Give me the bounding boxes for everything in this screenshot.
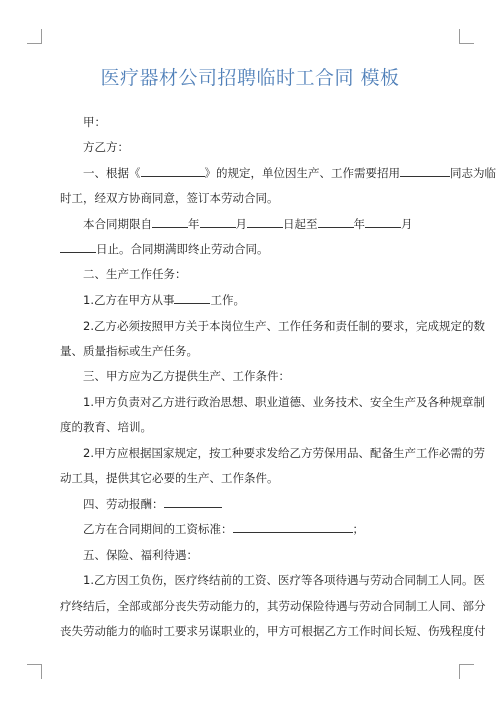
section-4-item-1: 乙方在合同期间的工资标准： ；: [83, 522, 364, 536]
term-line-2: 日止。合同期满即终止劳动合同。: [60, 237, 440, 261]
section-3-item-1-line-2: 度的教育、培训。: [60, 420, 152, 434]
section-2-title: 二、生产工作任务：: [83, 267, 187, 281]
section-5-title: 五、保险、福利待遇：: [83, 548, 198, 562]
blank-wage-standard: [233, 520, 353, 533]
document-body: [60, 0, 496, 707]
blank-regulation-name: [141, 164, 205, 177]
term-line-1: 本合同期限自 年 月 日起至 年 月: [83, 217, 413, 231]
section-2-item-2-line-2: 量、质量指标或生产任务。: [60, 344, 198, 358]
section-5-item-1-line-2: 疗终结后，全部或部分丧失劳动能力的，其劳动保险待遇与劳动合同制工人同、部分: [60, 599, 486, 613]
section-3-item-1-line-1: 1.甲方负责对乙方进行政治思想、职业道德、业务技术、安全生产及各种规章制: [83, 395, 485, 409]
crop-mark-bottom-left: [27, 664, 42, 679]
section-3-item-2-line-2: 动工具，提供其它必要的生产、工作条件。: [60, 471, 279, 485]
clause-1-line-2: 时工，经双方协商同意，签订本劳动合同。: [60, 191, 279, 205]
blank-start-day: [247, 215, 283, 228]
blank-job-title: [174, 291, 210, 304]
section-5-item-1-line-1: 1.乙方因工负伤，医疗终结前的工资、医疗等各项待遇与劳动合同制工人同。医: [83, 573, 485, 587]
blank-remuneration: [164, 495, 222, 508]
section-4-title: 四、劳动报酬：: [60, 492, 440, 516]
blank-end-month: [365, 215, 401, 228]
section-2-item-1: 1.乙方在甲方从事 工作。: [83, 293, 245, 307]
party-a-line: 甲：: [83, 115, 106, 129]
section-3-item-2-line-1: 2.甲方应根据国家规定，按工种要求发给乙方劳保用品、配备生产工作必需的劳: [83, 446, 485, 460]
crop-mark-top-right: [459, 29, 474, 44]
party-b-line: 方乙方：: [83, 140, 129, 154]
blank-worker-name: [400, 164, 450, 177]
section-3-title: 三、甲方应为乙方提供生产、工作条件：: [83, 369, 290, 383]
blank-start-year: [152, 215, 188, 228]
crop-mark-top-left: [27, 29, 42, 44]
blank-end-year: [318, 215, 354, 228]
section-5-item-1-line-3: 丧失劳动能力的临时工要求另谋职业的，甲方可根据乙方工作时间长短、伤残程度付: [60, 624, 486, 638]
clause-1-line-1: 一、根据《 》的规定，单位因生产、工作需要招用 同志为临: [83, 166, 496, 180]
blank-start-month: [200, 215, 236, 228]
section-2-item-2-line-1: 2.乙方必须按照甲方关于本岗位生产、工作任务和责任制的要求，完成规定的数: [83, 319, 485, 333]
document-title: 医疗器材公司招聘临时工合同 模板: [100, 67, 400, 89]
crop-mark-bottom-right: [459, 664, 474, 679]
blank-end-day: [60, 240, 96, 253]
